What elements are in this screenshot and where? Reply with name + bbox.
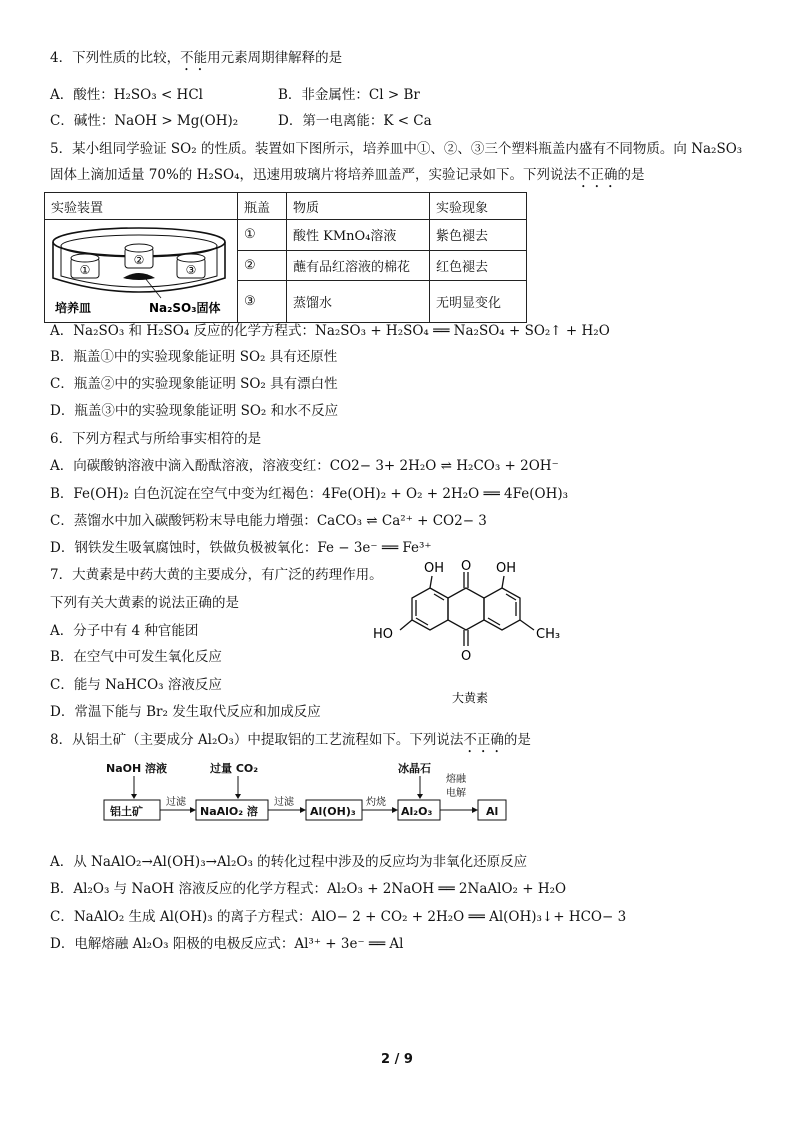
q7-stem-line1: 7．大黄素是中药大黄的主要成分，有广泛的药理作用。 xyxy=(50,567,383,583)
page-number: 2 / 9 xyxy=(381,1052,413,1067)
row1-substance: 酸性 KMnO₄溶液 xyxy=(287,220,430,251)
oh-top-right: OH xyxy=(496,561,517,576)
q5-experiment-table xyxy=(44,192,527,323)
row2-substance: 蘸有品红溶液的棉花 xyxy=(287,250,430,281)
q5-option-a: A．Na₂SO₃ 和 H₂SO₄ 反应的化学方程式：Na₂SO₃ + H₂SO₄ ══ Na₂SO₄ + SO₂↑ + H₂O xyxy=(50,323,610,339)
q7-option-a: A．分子中有 4 种官能团 xyxy=(50,623,199,639)
box-naalo2: NaAlO₂ 溶 xyxy=(200,805,258,818)
step-molten: 熔融 xyxy=(446,774,466,785)
q5-stem-line1: 5．某小组同学验证 SO₂ 的性质。装置如下图所示，培养皿中①、②、③三个塑料瓶盖内盛有不同物质。向 Na₂SO₃ xyxy=(50,141,743,157)
box-aloh3: Al(OH)₃ xyxy=(310,805,356,818)
q8-option-d: D．电解熔融 Al₂O₃ 阳极的电极反应式：Al³⁺ + 3e⁻ ══ Al xyxy=(50,936,404,952)
q5-option-d: D．瓶盖③中的实验现象能证明 SO₂ 和水不反应 xyxy=(50,403,339,419)
ho-left: HO xyxy=(373,627,394,642)
q8-option-c: C．NaAlO₂ 生成 Al(OH)₃ 的离子方程式：AlO− 2 + CO₂ + 2H₂O ══ Al(OH)₃↓+ HCO− 3 xyxy=(50,909,627,925)
step-filter-1: 过滤 xyxy=(166,797,186,808)
header-cap: 瓶盖 xyxy=(238,193,287,220)
petri-dish-apparatus-diagram xyxy=(49,222,229,316)
q6-option-d: D．钢铁发生吸氧腐蚀时，铁做负极被氧化：Fe − 3e⁻ ══ Fe³⁺ xyxy=(50,540,432,556)
q7-option-b: B．在空气中可发生氧化反应 xyxy=(50,649,222,665)
cap-label-3: ③ xyxy=(185,263,197,277)
reagent-co2: 过量 CO₂ xyxy=(210,762,259,775)
row1-cap: ① xyxy=(238,220,287,251)
reagent-cryolite: 冰晶石 xyxy=(398,762,431,775)
petri-dish-label: 培养皿 xyxy=(55,301,92,315)
q4-option-c: C．碱性：NaOH > Mg(OH)₂ xyxy=(50,113,239,129)
header-phenomenon: 实验现象 xyxy=(430,193,527,220)
box-bauxite: 铝土矿 xyxy=(110,805,143,818)
q4-option-d: D．第一电离能：K < Ca xyxy=(278,113,432,129)
apparatus-cell xyxy=(45,220,238,323)
q8-option-a: A．从 NaAlO₂→Al(OH)₃→Al₂O₃ 的转化过程中涉及的反应均为非氧化还原反应 xyxy=(50,854,528,870)
header-substance: 物质 xyxy=(287,193,430,220)
q4-option-a: A．酸性：H₂SO₃ < HCl xyxy=(50,87,203,103)
box-al2o3: Al₂O₃ xyxy=(401,805,433,818)
row2-phenomenon: 红色褪去 xyxy=(430,250,527,281)
cap-label-1: ① xyxy=(79,263,91,277)
step-electrolysis: 电解 xyxy=(446,788,466,799)
step-filter-2: 过滤 xyxy=(274,797,294,808)
q6-option-b: B．Fe(OH)₂ 白色沉淀在空气中变为红褐色：4Fe(OH)₂ + O₂ + 2H₂O ══ 4Fe(OH)₃ xyxy=(50,486,569,502)
row3-substance: 蒸馏水 xyxy=(287,281,430,323)
row2-cap: ② xyxy=(238,250,287,281)
row3-phenomenon: 无明显变化 xyxy=(430,281,527,323)
q7-option-c: C．能与 NaHCO₃ 溶液反应 xyxy=(50,677,222,693)
emodin-caption: 大黄素 xyxy=(452,691,489,705)
o-bottom: O xyxy=(461,649,472,664)
q6-option-a: A．向碳酸钠溶液中滴入酚酞溶液，溶液变红：CO2− 3+ 2H₂O ⇌ H₂CO₃ + 2OH⁻ xyxy=(50,458,559,474)
na2so3-solid-label: Na₂SO₃固体 xyxy=(149,301,221,315)
ch3-label: CH₃ xyxy=(536,627,561,642)
q8-stem: 8．从铝土矿（主要成分 Al₂O₃）中提取铝的工艺流程如下。下列说法不正确的是 xyxy=(50,732,531,748)
q6-option-c: C．蒸馏水中加入碳酸钙粉末导电能力增强：CaCO₃ ⇌ Ca²⁺ + CO2− 3 xyxy=(50,513,487,529)
aluminum-process-flowchart xyxy=(100,760,520,826)
q8-option-b: B．Al₂O₃ 与 NaOH 溶液反应的化学方程式：Al₂O₃ + 2NaOH ══ 2NaAlO₂ + H₂O xyxy=(50,881,567,897)
q5-option-b: B．瓶盖①中的实验现象能证明 SO₂ 具有还原性 xyxy=(50,349,338,365)
q6-stem: 6．下列方程式与所给事实相符的是 xyxy=(50,431,262,447)
q7-stem-line2: 下列有关大黄素的说法正确的是 xyxy=(50,595,239,611)
oh-top-left: OH xyxy=(424,561,445,576)
header-apparatus: 实验装置 xyxy=(45,193,238,220)
q4-stem: 4．下列性质的比较，不能用元素周期律解释的是 xyxy=(50,50,343,66)
cap-label-2: ② xyxy=(133,253,145,267)
row3-cap: ③ xyxy=(238,281,287,323)
q5-stem-line2: 固体上滴加适量 70%的 H₂SO₄，迅速用玻璃片将培养皿盖严，实验记录如下。下列说法不正确的是 xyxy=(50,167,645,183)
q7-option-d: D．常温下能与 Br₂ 发生取代反应和加成反应 xyxy=(50,704,321,720)
box-al: Al xyxy=(486,805,499,818)
q4-option-b: B．非金属性：Cl > Br xyxy=(278,87,420,103)
reagent-naoh: NaOH 溶液 xyxy=(106,762,168,775)
o-top: O xyxy=(461,559,472,574)
q5-option-c: C．瓶盖②中的实验现象能证明 SO₂ 具有漂白性 xyxy=(50,376,338,392)
row1-phenomenon: 紫色褪去 xyxy=(430,220,527,251)
step-calcine: 灼烧 xyxy=(366,797,386,808)
emodin-structure xyxy=(368,558,588,716)
